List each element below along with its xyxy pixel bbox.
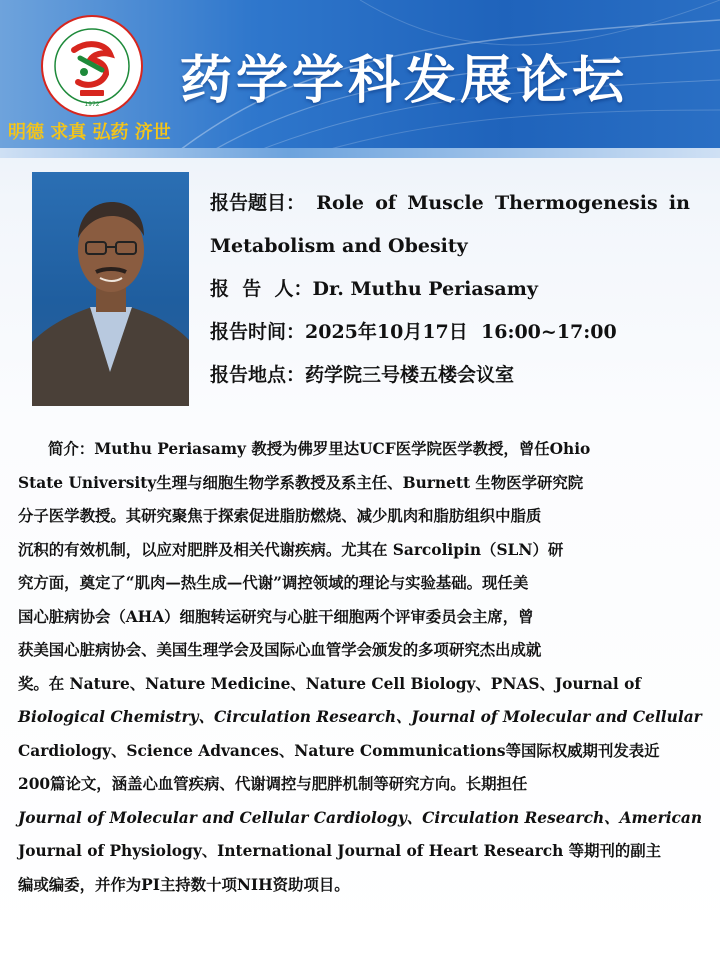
school-logo	[40, 14, 144, 118]
topic-label: 报告题目：	[210, 192, 306, 214]
bio-line: State University生理与细胞生物学系教授及系主任、Burnett 生物医学研究院	[18, 473, 584, 492]
school-motto: 明德 求真 弘药 济世	[8, 122, 171, 143]
bio-line: 沉积的有效机制，以应对肥胖及相关代谢疾病。尤其在 Sarcolipin（SLN）研	[18, 540, 564, 559]
topic-word: Thermogenesis	[494, 192, 658, 214]
bio-line: Journal of Physiology、International Journal of Heart Research 等期刊的副主	[18, 842, 662, 860]
bio-line: Journal of Molecular and Cellular Cardiology、Circulation Research、American	[18, 808, 703, 827]
talk-info	[210, 182, 692, 397]
bio-line	[18, 433, 702, 467]
topic-word: Muscle	[407, 192, 484, 214]
bio-text: Muthu Periasamy 教授为佛罗里达UCF医学院医学教授，曾任Ohio	[94, 440, 591, 458]
bio-line: 分子医学教授。其研究聚焦于探索促进脂肪燃烧、减少肌肉和脂肪组织中脂质	[18, 507, 542, 525]
topic-word: Role	[316, 192, 365, 214]
topic-continuation: Metabolism and Obesity	[210, 235, 468, 257]
speaker-bio	[18, 433, 702, 902]
header-banner	[0, 0, 720, 158]
banner-divider	[0, 148, 720, 158]
bio-line: 编或编委，并作为PI主持数十项NIH资助项目。	[18, 875, 350, 894]
bio-line: 国心脏病协会（AHA）细胞转运研究与心脏干细胞两个评审委员会主席，曾	[18, 607, 534, 626]
bio-line: Cardiology、Science Advances、Nature Communications等国际权威期刊发表近	[18, 741, 660, 760]
bio-line: 究方面，奠定了“肌肉—热生成—代谢”调控领域的理论与实验基础。现任美	[18, 574, 529, 592]
forum-title: 药学学科发展论坛	[180, 51, 629, 111]
speaker-photo	[32, 172, 189, 406]
topic-row	[210, 182, 690, 225]
speaker-label: 报 告 人：	[210, 278, 313, 300]
topic-word: in	[668, 192, 690, 214]
time-row	[210, 311, 692, 354]
place-label: 报告地点：	[210, 364, 306, 386]
speaker-name: Dr. Muthu Periasamy	[312, 278, 538, 300]
speaker-row	[210, 268, 692, 311]
talk-time: 2025年10月17日 16:00~17:00	[305, 321, 617, 343]
place-row	[210, 354, 692, 397]
time-label: 报告时间：	[210, 321, 306, 343]
bio-line: Biological Chemistry、Circulation Research、Journal of Molecular and Cellular	[18, 708, 702, 726]
bio-line: 获美国心脏病协会、美国生理学会及国际心血管学会颁发的多项研究杰出成就	[18, 641, 542, 659]
bio-line: 200篇论文，涵盖心血管疾病、代谢调控与肥胖机制等研究方向。长期担任	[18, 775, 528, 793]
bio-line: 奖。在 Nature、Nature Medicine、Nature Cell Biology、PNAS、Journal of	[18, 674, 641, 693]
bio-label: 简介：	[48, 440, 95, 458]
topic-word: of	[375, 192, 397, 214]
talk-place: 药学院三号楼五楼会议室	[305, 364, 515, 386]
svg-text:1972: 1972	[84, 101, 100, 108]
